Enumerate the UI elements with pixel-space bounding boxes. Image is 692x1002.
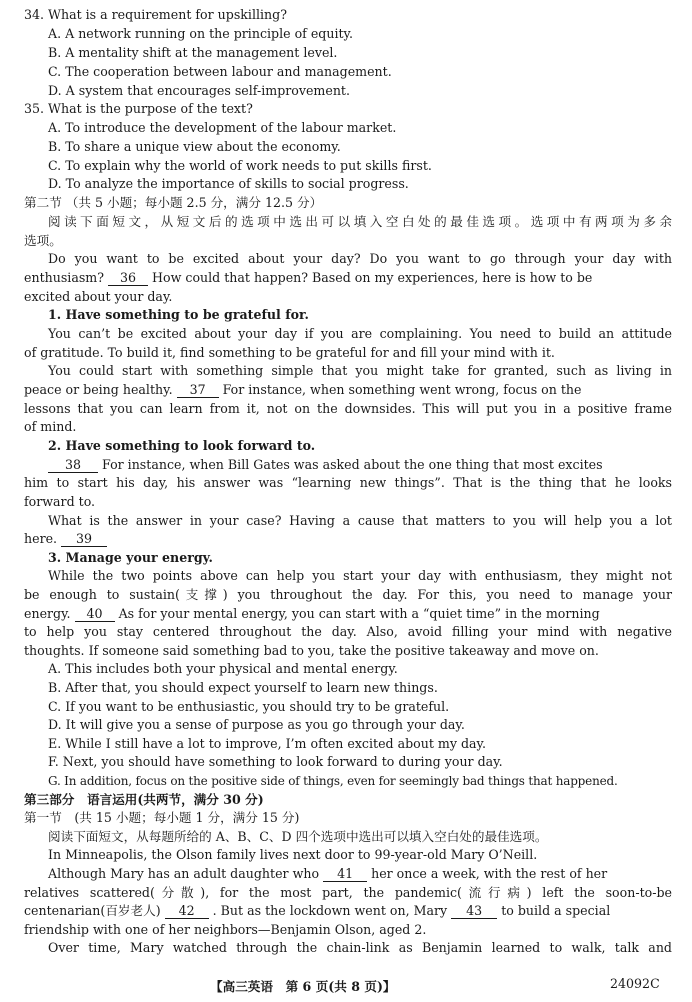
page-footer-code: 24092C: [610, 976, 660, 991]
seven-option-e: E. While I still have a lot to improve, I’m often excited about my day.: [48, 736, 486, 751]
passage-p2-line2: of gratitude. To build it, find something to be grateful for and fill your mind with it.: [24, 345, 555, 360]
passage-heading-3: 3. Manage your energy.: [48, 550, 213, 565]
seven-option-b: B. After that, you should expect yourself to learn new things.: [48, 680, 438, 695]
passage-p1-line2-end: How could that happen? Based on my experiences, here is how to be: [152, 270, 593, 285]
passage-p3-line1: You could start with something simple that you might take for granted, such as living in: [48, 363, 672, 378]
passage-p4-line1: [48, 456, 603, 474]
section2-instruction-line1: 阅读下面短文，从短文后的选项中选出可以填入空白处的最佳选项。选项中有两项为多余: [48, 214, 672, 229]
passage-p1-line1: Do you want to be excited about your day? Do you want to go through your day with: [48, 251, 672, 266]
blank-36: 36: [108, 271, 148, 286]
q35-option-c: C. To explain why the world of work needs to put skills first.: [48, 158, 432, 173]
q35-stem: 35. What is the purpose of the text?: [24, 101, 253, 116]
passage-p3-line2: [24, 381, 582, 399]
q35-option-d: D. To analyze the importance of skills to social progress.: [48, 176, 409, 191]
part3-header: 第三部分 语言运用(共两节，满分 30 分): [24, 792, 264, 807]
passage-p1-line3: excited about your day.: [24, 289, 173, 304]
page-footer-label: 【高三英语 第 6 页(共 8 页)】: [210, 979, 396, 994]
passage-p6-line3-start: energy.: [24, 606, 71, 621]
seven-option-c: C. If you want to be enthusiastic, you should try to be grateful.: [48, 699, 450, 714]
blank-39: 39: [61, 532, 107, 547]
cloze-line4-end: to build a special: [501, 903, 611, 918]
cloze-line4-start: centenarian(百岁老人): [24, 903, 161, 918]
passage-heading-1: 1. Have something to be grateful for.: [48, 307, 309, 322]
passage-p6-line3: [24, 605, 600, 623]
seven-option-g: G. In addition, focus on the positive side of things, even for seemingly bad things that happened.: [48, 774, 618, 788]
q34-stem: 34. What is a requirement for upskilling?: [24, 7, 287, 22]
part3-instruction: 阅读下面短文，从每题所给的 A、B、C、D 四个选项中选出可以填入空白处的最佳选项。: [48, 829, 548, 844]
part3-subheader: 第一节 (共 15 小题；每小题 1 分，满分 15 分): [24, 810, 300, 825]
passage-p6-line2: be enough to sustain(支撑) you throughout the day. For this, you need to manage your: [24, 587, 672, 602]
cloze-line4-mid: . But as the lockdown went on, Mary: [212, 903, 448, 918]
seven-option-f: F. Next, you should have something to look forward to during your day.: [48, 754, 503, 769]
cloze-line2-start: Although Mary has an adult daughter who: [48, 866, 320, 881]
passage-p6-line1: While the two points above can help you start your day with enthusiasm, they might not: [48, 568, 672, 583]
passage-p5-line2-start: here.: [24, 531, 58, 546]
passage-p6-line3-end: As for your mental energy, you can start with a “quiet time” in the morning: [118, 606, 600, 621]
passage-p4-line2: him to start his day, his answer was “learning new things”. That is the thing that he looks: [24, 475, 672, 490]
cloze-line5: friendship with one of her neighbors—Benjamin Olson, aged 2.: [24, 922, 427, 937]
q34-option-c: C. The cooperation between labour and management.: [48, 64, 392, 79]
passage-p6-line4: to help you stay centered throughout the day. Also, avoid filling your mind with negative: [24, 624, 672, 639]
passage-p1-line2-start: enthusiasm?: [24, 270, 105, 285]
blank-37: 37: [177, 383, 219, 398]
q35-option-b: B. To share a unique view about the economy.: [48, 139, 341, 154]
blank-38: 38: [48, 458, 98, 473]
blank-41: 41: [323, 867, 367, 882]
passage-p2-line1: You can’t be excited about your day if you are complaining. You need to build an attitude: [48, 326, 672, 341]
q35-option-a: A. To introduce the development of the labour market.: [48, 120, 397, 135]
cloze-line2-end: her once a week, with the rest of her: [371, 866, 608, 881]
passage-p3-line2-end: For instance, when something went wrong, focus on the: [222, 382, 582, 397]
passage-heading-2: 2. Have something to look forward to.: [48, 438, 316, 453]
blank-43: 43: [451, 904, 497, 919]
passage-p5-line2: [24, 530, 107, 548]
cloze-line1: In Minneapolis, the Olson family lives next door to 99-year-old Mary O’Neill.: [48, 847, 538, 862]
passage-p6-line5: thoughts. If someone said something bad to you, take the positive takeaway and move on.: [24, 643, 599, 658]
passage-p3-line3: lessons that you can learn from it, not on the downsides. This will put you in a positive frame: [24, 401, 672, 416]
section2-instruction-line2: 选项。: [24, 233, 62, 248]
q34-option-b: B. A mentality shift at the management level.: [48, 45, 338, 60]
q34-option-a: A. A network running on the principle of equity.: [48, 26, 353, 41]
seven-option-a: A. This includes both your physical and mental energy.: [48, 661, 398, 676]
passage-p5-line1: What is the answer in your case? Having a cause that matters to you will help you a lot: [48, 513, 672, 528]
passage-p3-line4: of mind.: [24, 419, 77, 434]
cloze-line3: relatives scattered(分散), for the most part, the pandemic(流行病) left the soon-to-be: [24, 885, 672, 900]
q34-option-d: D. A system that encourages self-improvement.: [48, 83, 350, 98]
blank-40: 40: [75, 607, 115, 622]
passage-p3-line2-start: peace or being healthy.: [24, 382, 173, 397]
blank-42: 42: [165, 904, 209, 919]
passage-p4-line3: forward to.: [24, 494, 96, 509]
section2-header: 第二节 （共 5 小题；每小题 2.5 分，满分 12.5 分）: [24, 195, 323, 210]
passage-p4-line1-end: For instance, when Bill Gates was asked about the one thing that most excites: [102, 457, 603, 472]
passage-p1-line2: [24, 269, 592, 287]
cloze-line4: [24, 902, 610, 920]
cloze-line6: Over time, Mary watched through the chain-link as Benjamin learned to walk, talk and: [48, 940, 672, 955]
cloze-line2: [48, 865, 607, 883]
seven-option-d: D. It will give you a sense of purpose as you go through your day.: [48, 717, 465, 732]
